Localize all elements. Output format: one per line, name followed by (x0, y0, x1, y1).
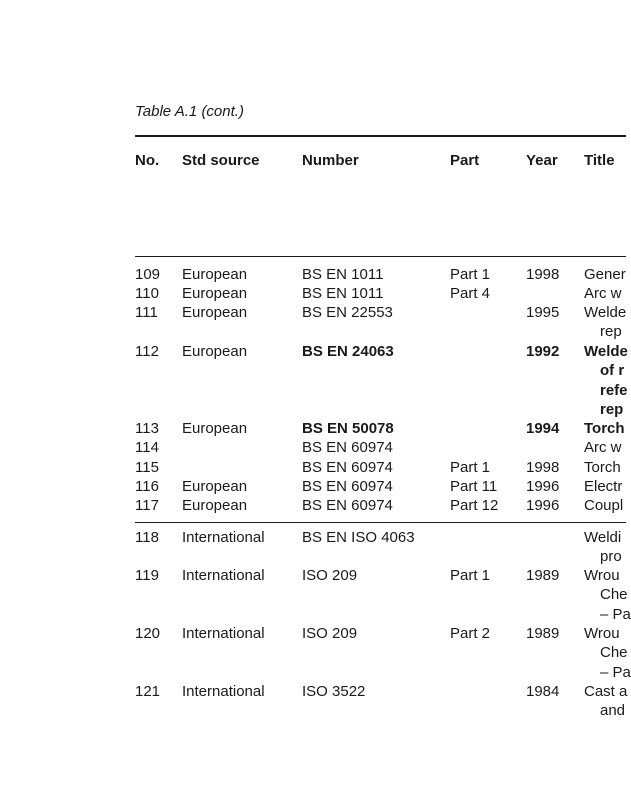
title-line: – Pa (600, 605, 631, 623)
standard-number-cell: ISO 3522 (302, 683, 366, 700)
standard-number-cell: BS EN 1011 (302, 266, 384, 283)
std-source-cell: European (182, 420, 248, 437)
part-cell: Part 1 (450, 459, 491, 476)
header-title: Title (584, 152, 615, 169)
title-cell (584, 458, 621, 477)
title-line: Arc w (584, 285, 622, 302)
part-cell: Part 4 (450, 285, 491, 302)
std-source-cell: European (182, 343, 248, 360)
year-cell: 1992 (526, 343, 560, 360)
header-std-source: Std source (182, 152, 260, 169)
part-cell: Part 1 (450, 266, 491, 283)
standard-number-cell: BS EN ISO 4063 (302, 529, 415, 546)
row-number: 112 (135, 343, 159, 360)
standard-number-cell: BS EN 1011 (302, 285, 384, 302)
title-line: Arc w (584, 439, 622, 456)
title-cell (584, 566, 631, 624)
title-line: Che (600, 586, 628, 604)
title-cell (584, 496, 623, 515)
part-cell: Part 1 (450, 567, 491, 584)
title-line: Coupl (584, 497, 624, 514)
standard-number-cell: BS EN 60974 (302, 439, 393, 456)
title-line: – Pa (600, 663, 631, 681)
header-part: Part (450, 152, 480, 169)
std-source-cell: European (182, 478, 248, 495)
std-source-cell: International (182, 567, 265, 584)
standard-number-cell: BS EN 50078 (302, 420, 394, 437)
title-cell (584, 682, 627, 721)
std-source-cell: European (182, 266, 248, 283)
title-line: rep (600, 323, 622, 341)
title-line: rep (600, 400, 624, 418)
standard-number-cell: ISO 209 (302, 567, 358, 584)
year-cell: 1984 (526, 683, 560, 700)
standard-number-cell: BS EN 60974 (302, 478, 393, 495)
standard-number-cell: ISO 209 (302, 625, 358, 642)
part-cell: Part 2 (450, 625, 491, 642)
standard-number-cell: BS EN 24063 (302, 343, 394, 360)
title-line: Torch (584, 459, 621, 476)
row-number: 117 (135, 497, 159, 514)
year-cell: 1989 (526, 567, 560, 584)
title-line: Cast a (584, 683, 628, 700)
row-number: 109 (135, 266, 161, 283)
year-cell: 1998 (526, 459, 560, 476)
header-year: Year (526, 152, 558, 169)
row-number: 121 (135, 683, 161, 700)
title-line: of r (600, 362, 625, 380)
title-line: Welde (584, 343, 628, 360)
title-line: Gener (584, 266, 626, 283)
header-number: Number (302, 152, 359, 169)
std-source-cell: International (182, 683, 265, 700)
title-line: Wrou (584, 567, 620, 584)
title-line: Torch (584, 420, 625, 437)
title-line: Electr (584, 478, 623, 495)
part-cell: Part 12 (450, 497, 499, 514)
year-cell: 1996 (526, 478, 560, 495)
std-source-cell: European (182, 497, 248, 514)
title-line: Che (600, 644, 628, 662)
row-number: 118 (135, 529, 159, 546)
row-number: 116 (135, 478, 159, 495)
section-separator-rule (135, 522, 626, 523)
std-source-cell: International (182, 625, 265, 642)
title-cell (584, 528, 622, 567)
title-line: refe (600, 381, 628, 399)
title-cell (584, 303, 626, 342)
std-source-cell: European (182, 304, 248, 321)
table-caption: Table A.1 (cont.) (135, 103, 244, 120)
standard-number-cell: BS EN 60974 (302, 497, 393, 514)
row-number: 120 (135, 625, 161, 642)
title-cell (584, 438, 622, 457)
table-top-rule (135, 135, 626, 137)
title-cell (584, 284, 622, 303)
row-number: 115 (135, 459, 159, 476)
title-line: Weldi (584, 529, 622, 546)
standard-number-cell: BS EN 22553 (302, 304, 393, 321)
standard-number-cell: BS EN 60974 (302, 459, 393, 476)
year-cell: 1989 (526, 625, 560, 642)
row-number: 110 (135, 285, 159, 302)
title-line: and (600, 702, 626, 720)
year-cell: 1994 (526, 420, 560, 437)
title-line: pro (600, 548, 622, 566)
row-number: 119 (135, 567, 159, 584)
header-bottom-rule (135, 256, 626, 257)
year-cell: 1995 (526, 304, 560, 321)
part-cell: Part 11 (450, 478, 498, 495)
title-cell (584, 419, 625, 438)
title-line: Welde (584, 304, 627, 321)
title-cell (584, 477, 622, 496)
title-line: Wrou (584, 625, 620, 642)
year-cell: 1996 (526, 497, 560, 514)
row-number: 113 (135, 420, 159, 437)
row-number: 114 (135, 439, 159, 456)
year-cell: 1998 (526, 266, 560, 283)
std-source-cell: European (182, 285, 248, 302)
title-cell (584, 342, 628, 419)
title-cell (584, 265, 626, 284)
std-source-cell: International (182, 529, 265, 546)
header-no: No. (135, 152, 160, 169)
row-number: 111 (135, 304, 158, 321)
title-cell (584, 624, 631, 682)
